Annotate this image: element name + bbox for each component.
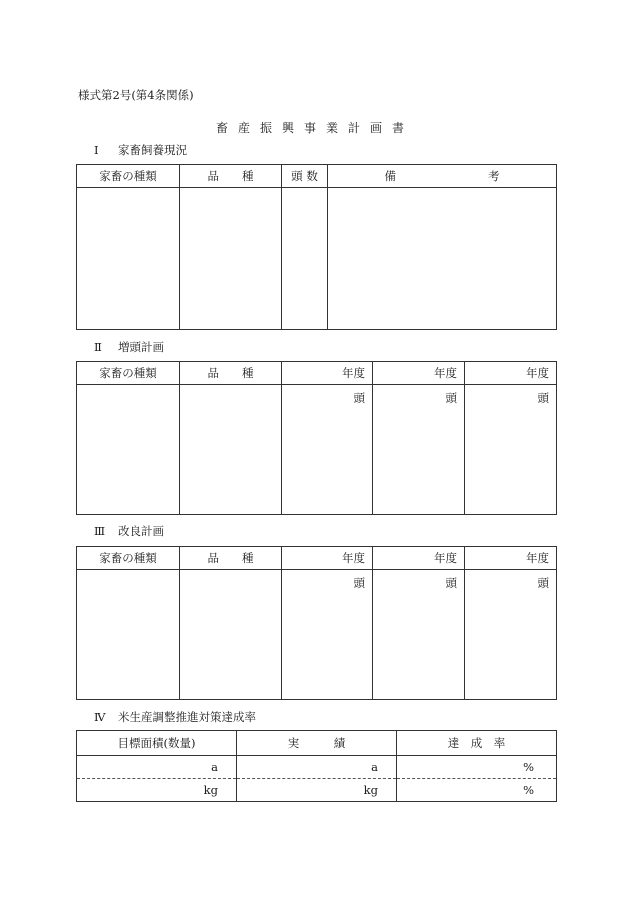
section-4-heading [94,709,256,725]
section-2-number: Ⅱ [94,340,102,354]
livestock-status-table [76,164,557,330]
header-livestock-kind: 家畜の種類 [77,165,180,188]
cell-livestock-kind[interactable] [77,570,180,700]
cell-breed[interactable] [180,385,282,515]
header-head-count: 頭 数 [282,165,328,188]
header-breed: 品 種 [180,362,282,385]
cell-actual-area[interactable]: a [237,756,397,779]
header-achievement-rate: 達 成 率 [397,731,557,756]
section-1-title: 家畜飼養現況 [118,143,187,157]
cell-year-1-heads[interactable]: 頭 [282,570,373,700]
rice-adjustment-achievement-table [76,730,557,802]
header-breed: 品 種 [180,547,282,570]
section-3-number: Ⅲ [94,524,106,538]
cell-quantity-rate[interactable]: % [397,779,557,802]
section-4-title: 米生産調整推進対策達成率 [118,710,256,724]
section-1-number: Ⅰ [94,143,99,157]
section-4-number: Ⅳ [94,710,106,724]
cell-year-3-heads[interactable]: 頭 [465,570,557,700]
cell-livestock-kind[interactable] [77,385,180,515]
header-notes: 備 考 [328,165,557,188]
cell-year-3-heads[interactable]: 頭 [465,385,557,515]
improvement-plan-table [76,546,557,700]
header-fiscal-year-1: 年度 [282,547,373,570]
header-livestock-kind: 家畜の種類 [77,362,180,385]
cell-notes[interactable] [328,188,557,330]
form-number: 様式第2号(第4条関係) [78,88,194,102]
herd-increase-plan-table [76,361,557,515]
cell-year-1-heads[interactable]: 頭 [282,385,373,515]
section-1-heading [94,142,187,158]
cell-breed[interactable] [180,570,282,700]
document-title: 畜産振興事業計画書 [215,121,414,135]
header-actual-result: 実 績 [237,731,397,756]
header-fiscal-year-2: 年度 [373,362,465,385]
header-breed: 品 種 [180,165,282,188]
cell-area-rate[interactable]: % [397,756,557,779]
section-2-title: 増頭計画 [118,340,164,354]
header-fiscal-year-3: 年度 [465,547,557,570]
cell-breed[interactable] [180,188,282,330]
header-fiscal-year-1: 年度 [282,362,373,385]
cell-actual-quantity[interactable]: kg [237,779,397,802]
cell-year-2-heads[interactable]: 頭 [373,385,465,515]
cell-livestock-kind[interactable] [77,188,180,330]
header-livestock-kind: 家畜の種類 [77,547,180,570]
cell-target-quantity[interactable]: kg [77,779,237,802]
cell-target-area[interactable]: a [77,756,237,779]
section-3-title: 改良計画 [118,524,164,538]
section-3-heading [94,523,164,539]
section-2-heading [94,339,164,355]
header-fiscal-year-3: 年度 [465,362,557,385]
header-fiscal-year-2: 年度 [373,547,465,570]
header-target-area: 目標面積(数量) [77,731,237,756]
cell-year-2-heads[interactable]: 頭 [373,570,465,700]
cell-head-count[interactable] [282,188,328,330]
